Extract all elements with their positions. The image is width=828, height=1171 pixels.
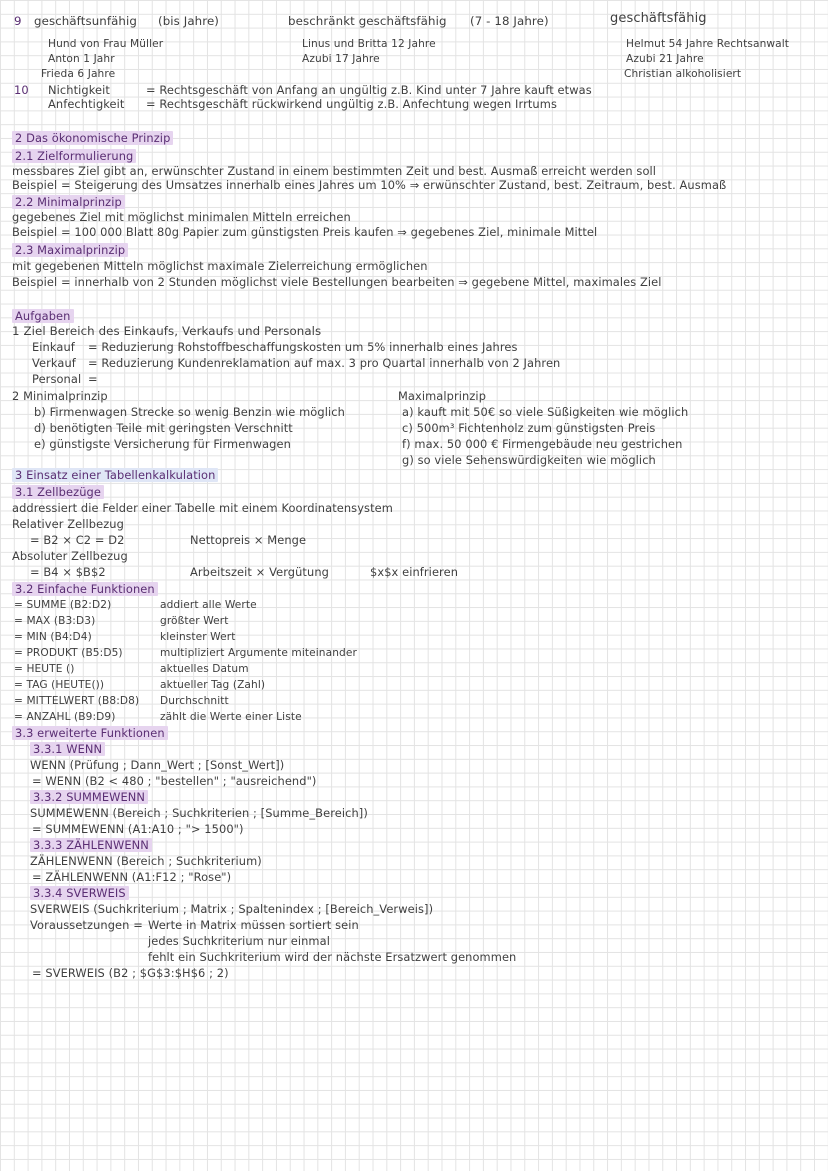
gu-item: Frieda 6 Jahre (41, 68, 116, 80)
anfechtigkeit-def: = Rechtsgeschäft rückwirkend ungültig z.B. Anfechtung wegen Irrtums (146, 97, 557, 111)
sec21-line: messbares Ziel gibt an, erwünschter Zustand in einem bestimmten Zeit und best. Ausmaß erreicht werden soll (12, 164, 657, 178)
gf-title: geschäftsfähig (610, 11, 707, 26)
aufgabe1-title: 1 Ziel Bereich des Einkaufs, Verkaufs und Personals (12, 324, 322, 338)
max-item: a) kauft mit 50€ so viele Süßigkeiten wie möglich (402, 405, 689, 419)
sec23-example: Beispiel = innerhalb von 2 Stunden möglichst viele Bestellungen bearbeiten ⇒ gegebene Mittel, maximales Ziel (12, 275, 662, 289)
aufgaben-title: Aufgaben (12, 309, 74, 323)
func-desc: Durchschnitt (160, 695, 229, 707)
sec23-heading: 2.3 Maximalprinzip (12, 243, 128, 257)
rel-note: Nettopreis × Menge (190, 533, 307, 547)
gu-range: (bis Jahre) (158, 14, 220, 28)
rel-title: Relativer Zellbezug (12, 517, 124, 531)
nichtigkeit-term: Nichtigkeit (48, 83, 110, 97)
gu-title: geschäftsunfähig (34, 14, 137, 28)
func-formula: = SUMME (B2:D2) (14, 599, 112, 611)
func-desc: größter Wert (160, 615, 229, 627)
sec331-example: = WENN (B2 < 480 ; "bestellen" ; "ausreichend") (32, 774, 317, 788)
func-formula: = ANZAHL (B9:D9) (14, 711, 116, 723)
sec334-syntax: SVERWEIS (Suchkriterium ; Matrix ; Spaltenindex ; [Bereich_Verweis]) (30, 902, 434, 916)
abs-note: Arbeitszeit × Vergütung (190, 565, 329, 579)
sec22-line: gegebenes Ziel mit möglichst minimalen Mitteln erreichen (12, 210, 351, 224)
sec33-heading: 3.3 erweiterte Funktionen (12, 726, 168, 740)
sec23-line: mit gegebenen Mitteln möglichst maximale Zielerreichung ermöglichen (12, 259, 428, 273)
func-formula: = HEUTE () (14, 663, 75, 675)
min-item: d) benötigten Teile mit geringsten Verschnitt (34, 421, 293, 435)
func-formula: = MAX (B3:D3) (14, 615, 96, 627)
sec9-number: 9 (14, 14, 22, 28)
voraussetzung-item: jedes Suchkriterium nur einmal (148, 934, 330, 948)
min-item: e) günstigste Versicherung für Firmenwagen (34, 437, 291, 451)
func-desc: addiert alle Werte (160, 599, 257, 611)
gu-item: Hund von Frau Müller (48, 38, 164, 50)
bg-item: Azubi 17 Jahre (302, 53, 380, 65)
sec332-syntax: SUMMEWENN (Bereich ; Suchkriterien ; [Summe_Bereich]) (30, 806, 368, 820)
max-item: f) max. 50 000 € Firmengebäude neu gestrichen (402, 437, 683, 451)
func-formula: = MITTELWERT (B8:D8) (14, 695, 140, 707)
sec333-heading: 3.3.3 ZÄHLENWENN (30, 838, 152, 852)
nichtigkeit-def: = Rechtsgeschäft von Anfang an ungültig z.B. Kind unter 7 Jahre kauft etwas (146, 83, 592, 97)
gf-item: Helmut 54 Jahre Rechtsanwalt (626, 38, 790, 50)
max-title: Maximalprinzip (398, 389, 487, 403)
abs-title: Absoluter Zellbezug (12, 549, 128, 563)
bg-item: Linus und Britta 12 Jahre (302, 38, 436, 50)
sec331-heading: 3.3.1 WENN (30, 742, 105, 756)
func-desc: zählt die Werte einer Liste (160, 711, 302, 723)
sec22-heading: 2.2 Minimalprinzip (12, 195, 125, 209)
sec333-syntax: ZÄHLENWENN (Bereich ; Suchkriterium) (30, 854, 262, 868)
bg-range: (7 - 18 Jahre) (470, 14, 549, 28)
rel-formula: = B2 × C2 = D2 (30, 533, 125, 547)
func-desc: aktuelles Datum (160, 663, 249, 675)
sec332-example: = SUMMEWENN (A1:A10 ; "> 1500") (32, 822, 244, 836)
personal-term: Personal (32, 372, 82, 386)
abs-note-2: $x$x einfrieren (370, 565, 459, 579)
func-desc: aktueller Tag (Zahl) (160, 679, 266, 691)
gf-item: Christian alkoholisiert (624, 68, 742, 80)
func-formula: = MIN (B4:D4) (14, 631, 92, 643)
sec333-example: = ZÄHLENWENN (A1:F12 ; "Rose") (32, 870, 232, 884)
sec10-number: 10 (14, 83, 29, 97)
bg-title: beschränkt geschäftsfähig (288, 14, 447, 28)
func-desc: kleinster Wert (160, 631, 236, 643)
verkauf-term: Verkauf (32, 356, 76, 370)
einkauf-def: = Reduzierung Rohstoffbeschaffungskosten um 5% innerhalb eines Jahres (88, 340, 518, 354)
sec331-syntax: WENN (Prüfung ; Dann_Wert ; [Sonst_Wert]) (30, 758, 285, 772)
min-item: b) Firmenwagen Strecke so wenig Benzin wie möglich (34, 405, 345, 419)
einkauf-term: Einkauf (32, 340, 75, 354)
voraussetzung-item: Werte in Matrix müssen sortiert sein (148, 918, 359, 932)
sec334-example: = SVERWEIS (B2 ; $G$3:$H$6 ; 2) (32, 966, 229, 980)
aufgabe2-title: 2 Minimalprinzip (12, 389, 108, 403)
voraussetzungen-term: Voraussetzungen = (30, 918, 143, 932)
abs-formula: = B4 × $B$2 (30, 565, 106, 579)
max-item: g) so viele Sehenswürdigkeiten wie möglich (402, 453, 656, 467)
max-item: c) 500m³ Fichtenholz zum günstigsten Preis (402, 421, 656, 435)
sec22-example: Beispiel = 100 000 Blatt 80g Papier zum günstigsten Preis kaufen ⇒ gegebenes Ziel, minimale Mittel (12, 225, 598, 239)
sec21-example: Beispiel = Steigerung des Umsatzes innerhalb eines Jahres um 10% ⇒ erwünschter Zustand, best. Zeitraum, best. Ausmaß (12, 178, 727, 192)
voraussetzung-item: fehlt ein Suchkriterium wird der nächste Ersatzwert genommen (148, 950, 517, 964)
verkauf-def: = Reduzierung Kundenreklamation auf max. 3 pro Quartal innerhalb von 2 Jahren (88, 356, 561, 370)
func-desc: multipliziert Argumente miteinander (160, 647, 357, 659)
sec21-heading: 2.1 Zielformulierung (12, 149, 136, 163)
func-formula: = TAG (HEUTE()) (14, 679, 105, 691)
sec334-heading: 3.3.4 SVERWEIS (30, 886, 129, 900)
sec31-line: addressiert die Felder einer Tabelle mit einem Koordinatensystem (12, 501, 393, 515)
func-formula: = PRODUKT (B5:D5) (14, 647, 123, 659)
gf-item: Azubi 21 Jahre (626, 53, 704, 65)
gu-item: Anton 1 Jahr (48, 53, 115, 65)
sec332-heading: 3.3.2 SUMMEWENN (30, 790, 148, 804)
sec3-title: 3 Einsatz einer Tabellenkalkulation (12, 468, 218, 482)
sec31-heading: 3.1 Zellbezüge (12, 485, 104, 499)
anfechtigkeit-term: Anfechtigkeit (48, 97, 125, 111)
sec32-heading: 3.2 Einfache Funktionen (12, 582, 158, 596)
personal-def: = (88, 372, 98, 386)
sec2-title: 2 Das ökonomische Prinzip (12, 131, 173, 145)
